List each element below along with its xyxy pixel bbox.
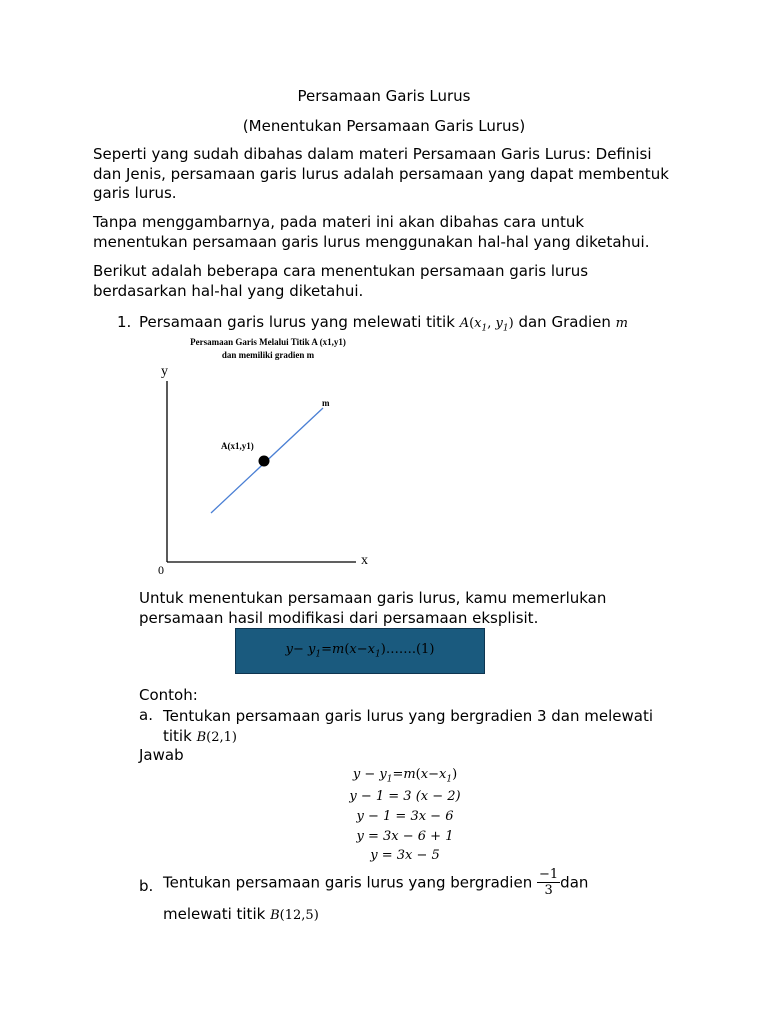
point-b2-math: B(12,5) xyxy=(270,908,319,923)
page-subtitle: (Menentukan Persamaan Garis Lurus) xyxy=(242,117,526,135)
example-b-text: Tentukan persamaan garis lurus yang bergradien xyxy=(163,873,533,892)
example-a-text: Tentukan persamaan garis lurus yang bergradien 3 dan melewati titik xyxy=(163,707,654,745)
line-through-point-figure xyxy=(148,333,408,578)
example-b-letter: b. xyxy=(139,877,154,895)
example-a xyxy=(163,706,683,748)
page-title: Persamaan Garis Lurus xyxy=(297,87,471,105)
gradient-fraction: $\frac{-1}{3}$ xyxy=(539,867,559,898)
figure-title-line2: dan memiliki gradien m xyxy=(221,350,315,360)
point-b-math: B(2,1) xyxy=(196,730,237,745)
gradient-line-label: m xyxy=(322,398,330,408)
paragraph-list-intro: Berikut adalah beberapa cara menentukan persamaan garis lurus berdasarkan hal-hal yang diketahui. xyxy=(93,262,589,300)
figure-title-line1: Persamaan Garis Melalui Titik A (x1,y1) xyxy=(190,337,346,347)
example-a-letter: a. xyxy=(139,706,153,724)
explain-text: Untuk menentukan persamaan garis lurus, kamu memerlukan persamaan hasil modifikasi dari persamaan eksplisit. xyxy=(139,589,607,627)
formula-box xyxy=(235,628,485,674)
step-1: y − 1 = 3 (x − 2) xyxy=(349,789,461,804)
point-a-marker xyxy=(259,456,270,467)
point-a-label: A(x1,y1) xyxy=(221,441,254,451)
x-axis-label: x xyxy=(361,553,368,568)
example-b-text3: melewati titik xyxy=(163,905,266,923)
list-item-1 xyxy=(139,313,628,334)
point-a-math: $A(x_1$, $y_1$) xyxy=(459,316,514,334)
step-3: y = 3x − 6 + 1 xyxy=(356,829,454,844)
paragraph-intro: Seperti yang sudah dibahas dalam materi Persamaan Garis Lurus: Definisi dan Jenis, persamaan garis lurus adalah persamaan yang dapat membentuk garis lurus. xyxy=(93,145,669,202)
list-item-1-text: Persamaan garis lurus yang melewati titik xyxy=(139,313,455,331)
contoh-label: Contoh: xyxy=(139,686,198,704)
example-b-text2: dan xyxy=(560,873,589,892)
jawab-label: Jawab xyxy=(139,746,184,764)
step-2: y − 1 = 3x − 6 xyxy=(356,809,454,824)
example-b-line2 xyxy=(163,905,319,923)
step-4: y = 3x − 5 xyxy=(370,848,440,863)
paragraph-method: Tanpa menggambarnya, pada materi ini akan dibahas cara untuk menentukan persamaan garis lurus menggunakan hal-hal yang diketahui. xyxy=(93,213,650,251)
list-number-1: 1. xyxy=(117,313,132,331)
step-0: $y - y_1=m(x-x_1)$ xyxy=(352,767,458,785)
point-slope-formula: $y- y_1=m(x-x_1)\dots\dots.(1)$ xyxy=(285,642,435,660)
example-b-line1 xyxy=(163,867,588,898)
list-item-1-text2: dan Gradien xyxy=(518,313,611,331)
origin-label: 0 xyxy=(158,563,164,577)
gradient-m-math: m xyxy=(615,316,628,331)
y-axis-label: y xyxy=(161,364,168,379)
